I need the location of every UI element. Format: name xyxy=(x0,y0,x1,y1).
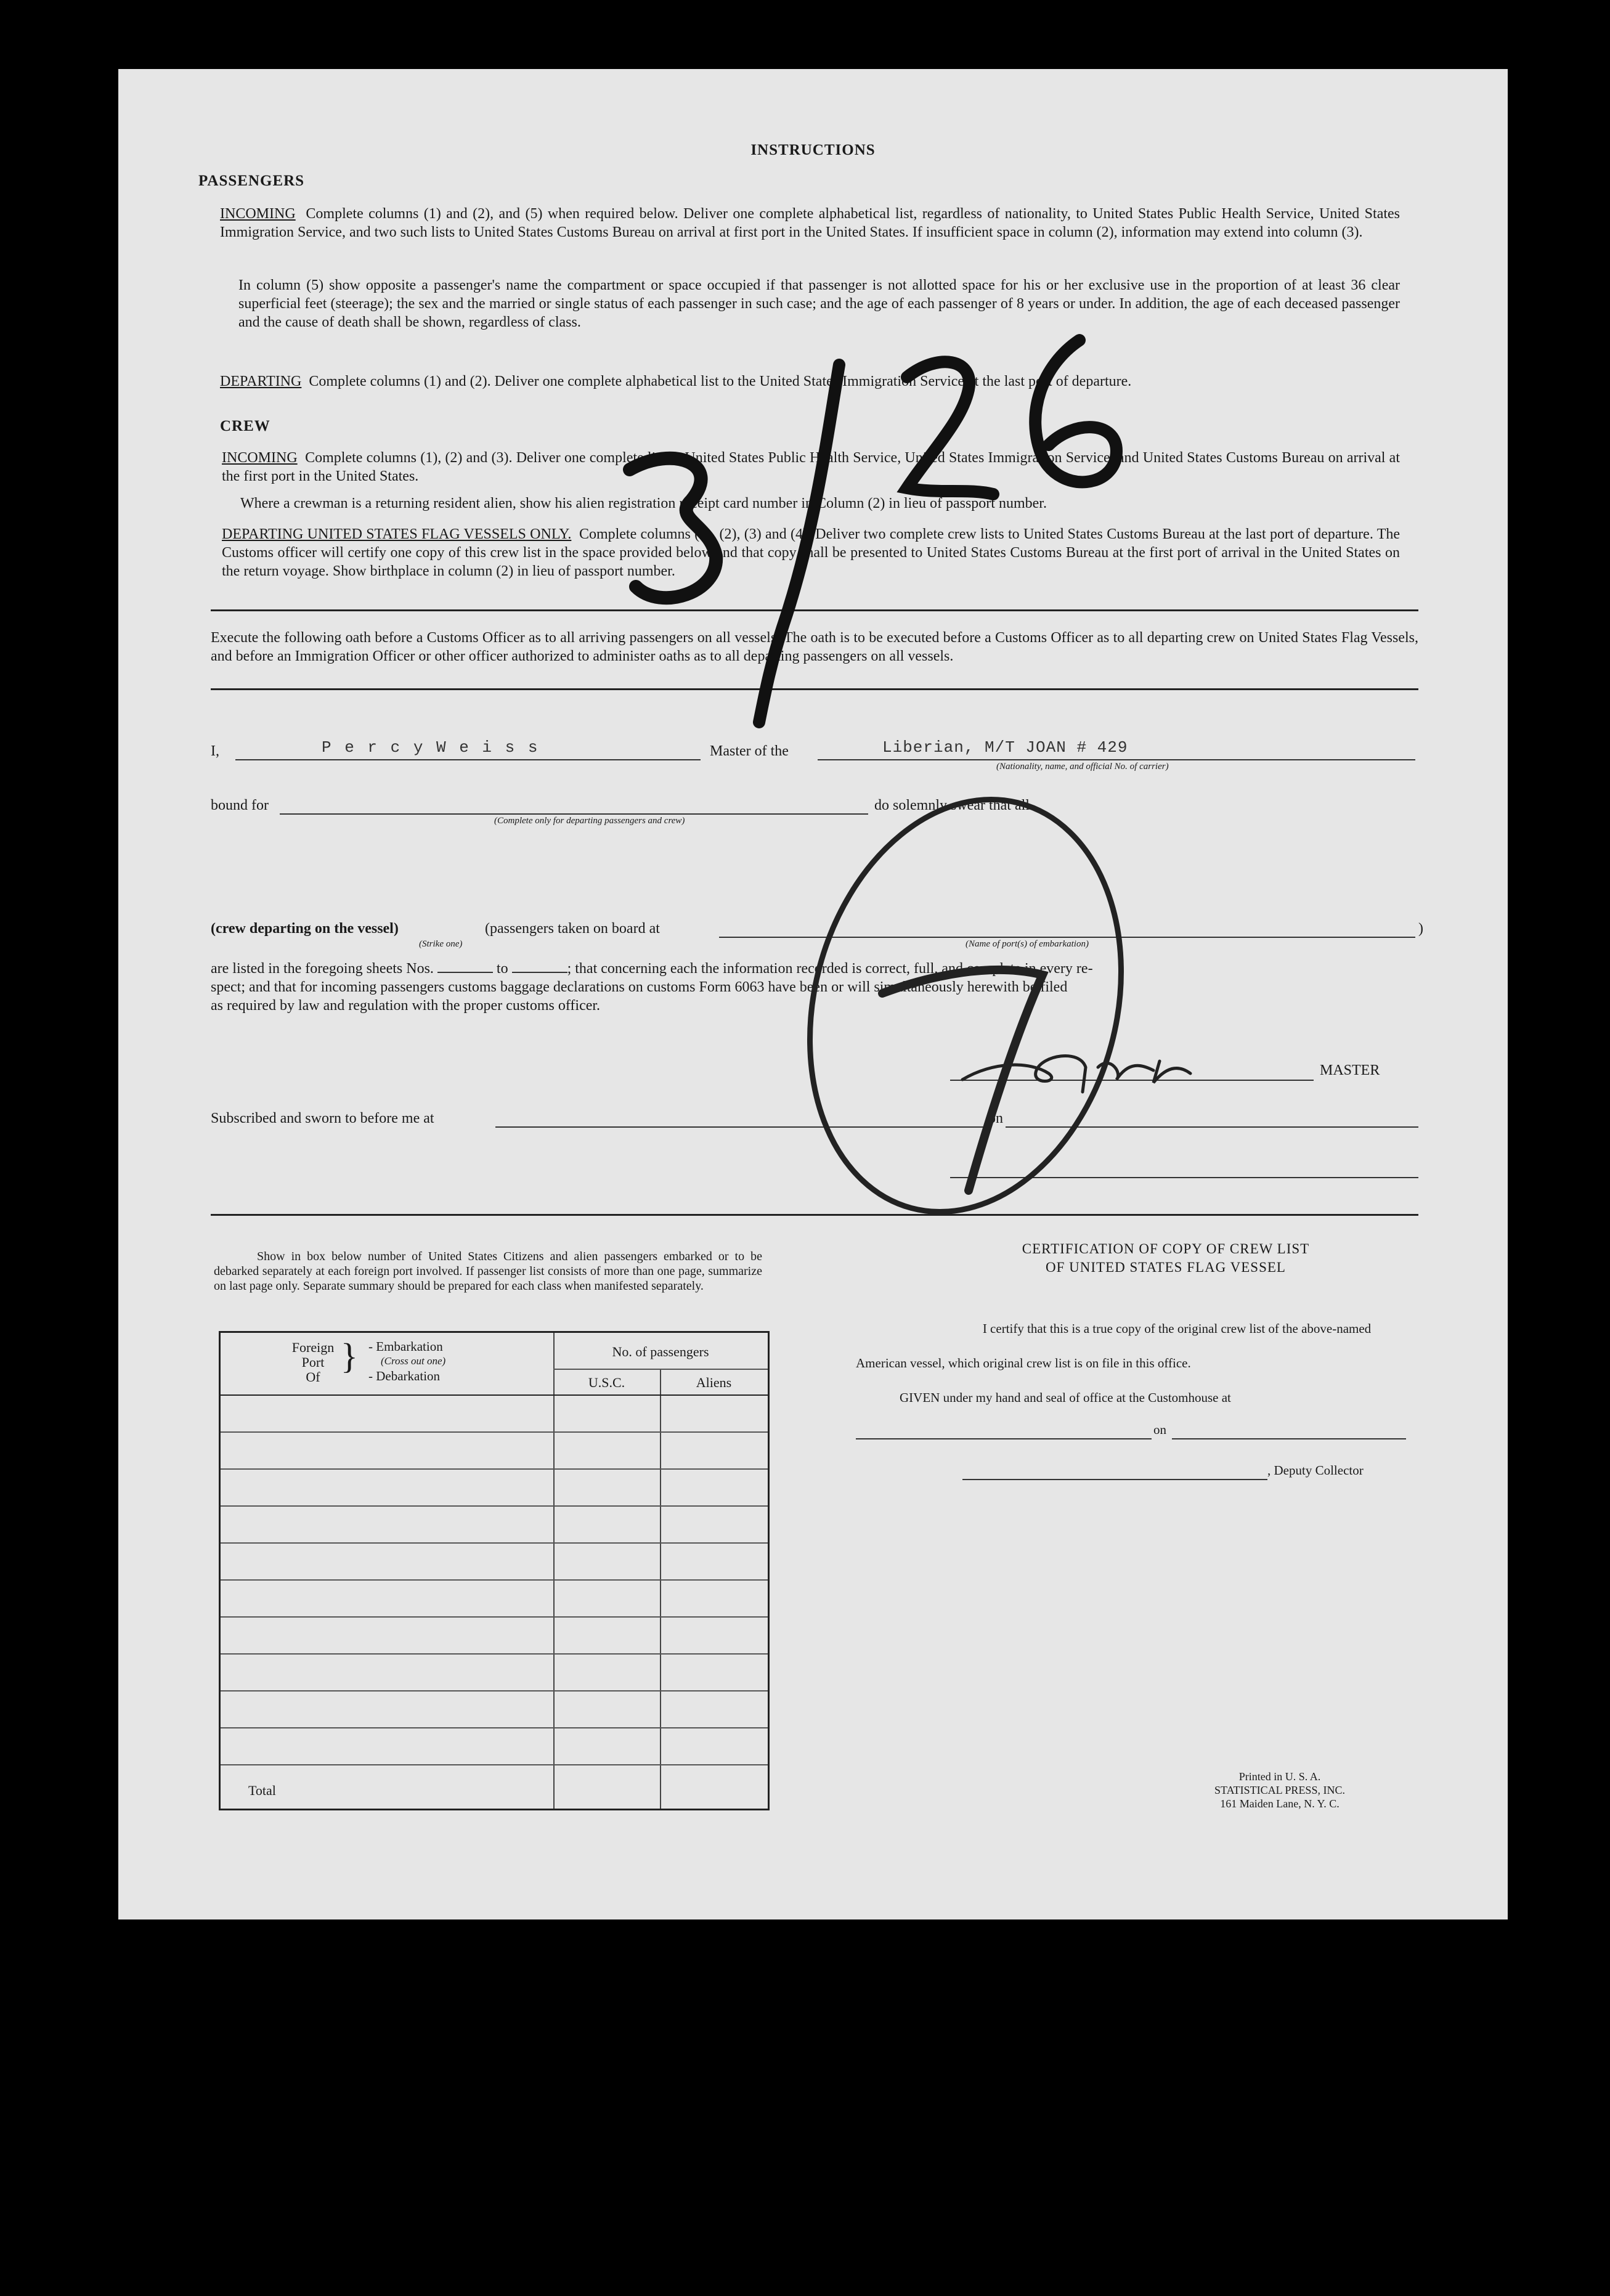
printer-line-2: STATISTICAL PRESS, INC. xyxy=(1214,1784,1345,1796)
listed-text-b: ; that concerning each the information recorded is correct, full, and complete in every re- xyxy=(567,961,1093,977)
vessel-value: Liberian, M/T JOAN # 429 xyxy=(882,738,1128,757)
crew-resident-paragraph: Where a crewman is a returning resident alien, show his alien registration receipt card number in Column (2) in lieu of passport number. xyxy=(240,495,1047,511)
crew-incoming-label: INCOMING xyxy=(222,450,298,466)
printer-line-1: Printed in U. S. A. xyxy=(1238,1770,1321,1783)
vessel-caption: (Nationality, name, and official No. of carrier) xyxy=(996,762,1169,771)
cross-out-label: (Cross out one) xyxy=(381,1355,446,1367)
of-label: Of xyxy=(306,1369,320,1385)
form-page xyxy=(118,69,1508,1919)
certification-text-1: I certify that this is a true copy of the original crew list of the above-named xyxy=(982,1321,1372,1336)
summary-instructions: Show in box below number of United States Citizens and alien passengers embarked or to be debarked separately at each foreign port involved. If passenger list consists of more than one page, summarize on last page only. Separate summary should be prepared for each class when manifested separately. xyxy=(214,1250,762,1293)
swear-label: do solemnly swear that all xyxy=(874,797,1030,813)
port-caption: (Name of port(s) of embarkation) xyxy=(966,939,1089,949)
aliens-header: Aliens xyxy=(696,1375,732,1390)
crew-incoming-text: Complete columns (1), (2) and (3). Deliver one complete list to United States Public Health Service, United States Immigration Service, and United States Customs Bureau on arrival at the first port in the United States. xyxy=(222,450,1401,484)
usc-header: U.S.C. xyxy=(588,1375,625,1390)
passengers-taken-option: (passengers taken on board at xyxy=(485,921,660,937)
oath-i-label: I, xyxy=(211,743,219,759)
printer-line-3: 161 Maiden Lane, N. Y. C. xyxy=(1220,1797,1340,1810)
subscribed-on-label: on xyxy=(988,1110,1003,1126)
passengers-departing-text: Complete columns (1) and (2). Deliver one complete alphabetical list to the United States Immigration Service at the last port of departure. xyxy=(309,373,1132,389)
passengers-incoming-text: Complete columns (1) and (2), and (5) when required below. Deliver one complete alphabetical list, regardless of nationality, to United States Public Health Service, United States Immigration Service, and two such lists to United States Customs Bureau on arrival at first port in the United States. If insufficient space in column (2), information may extend into column (3). xyxy=(220,206,1401,240)
deputy-collector-label: , Deputy Collector xyxy=(1267,1463,1364,1478)
foreign-label: Foreign xyxy=(291,1340,335,1355)
listed-text-c: spect; and that for incoming passengers customs baggage declarations on customs Form 6063 have been or will simultaneously herewith be filed xyxy=(211,979,1068,995)
certification-given: GIVEN under my hand and seal of office at the Customhouse at xyxy=(900,1390,1231,1405)
master-of-label: Master of the xyxy=(710,743,789,759)
crew-heading: CREW xyxy=(220,418,270,434)
crew-departing-label: DEPARTING UNITED STATES FLAG VESSELS ONLY. xyxy=(222,526,572,542)
passengers-departing-label: DEPARTING xyxy=(220,373,302,389)
listed-text-d: as required by law and regulation with the proper customs officer. xyxy=(211,998,601,1014)
embarkation-label: - Embarkation xyxy=(368,1339,443,1354)
certification-title-line-2: OF UNITED STATES FLAG VESSEL xyxy=(1046,1260,1286,1275)
certification-text-2: American vessel, which original crew list is on file in this office. xyxy=(856,1356,1191,1370)
close-paren: ) xyxy=(1418,921,1423,937)
passengers-heading: PASSENGERS xyxy=(198,173,305,189)
certification-title-line-1: CERTIFICATION OF COPY OF CREW LIST xyxy=(1022,1241,1310,1256)
debarkation-label: - Debarkation xyxy=(368,1369,441,1383)
strike-caption: (Strike one) xyxy=(419,939,463,949)
certification-on-label: on xyxy=(1153,1422,1166,1437)
oath-instructions: Execute the following oath before a Customs Officer as to all arriving passengers on all vessels. The oath is to be executed before a Customs Officer as to all departing crew on United States Flag Vessels, and before an Immigration Officer or other officer authorized to administer oaths as to all departing passengers on all vessels. xyxy=(211,630,1418,664)
handwritten-annotation xyxy=(118,69,1508,1919)
total-label: Total xyxy=(248,1783,276,1798)
subscribed-label: Subscribed and sworn to before me at xyxy=(211,1110,434,1126)
bound-for-label: bound for xyxy=(211,797,269,813)
no-passengers-header: No. of passengers xyxy=(612,1344,709,1359)
master-label: MASTER xyxy=(1320,1062,1380,1078)
crew-departing-text: Complete columns (1), (2), (3) and (4). Deliver two complete crew lists to United States Customs Bureau at the last port of departure. The Customs officer will certify one copy of this crew list in the space provided below and that copy shall be presented to United States Customs Bureau at the first port of arrival in the United States on the return voyage. Show birthplace in column (2) in lieu of passport number. xyxy=(222,526,1401,579)
handwritten-text xyxy=(118,69,119,70)
brace-icon: } xyxy=(341,1336,358,1376)
listed-text-a: are listed in the foregoing sheets Nos. xyxy=(211,961,434,977)
passengers-column5-paragraph: In column (5) show opposite a passenger's name the compartment or space occupied if that passenger is not allotted space for his or her exclusive use in the proportion of at least 36 clear superficial feet (steerage); the sex and the married or single status of each passenger in such case; and the age of each passenger of 8 years or under. In addition, the age of each deceased passenger and the cause of death shall be shown, regardless of class. xyxy=(238,277,1400,330)
bound-for-caption: (Complete only for departing passengers and crew) xyxy=(494,816,685,826)
listed-text-to: to xyxy=(496,961,508,977)
instructions-title: INSTRUCTIONS xyxy=(750,142,876,158)
port-label: Port xyxy=(301,1354,325,1370)
master-name-value: P e r c y W e i s s xyxy=(322,738,540,757)
crew-departing-option: (crew departing on the vessel) xyxy=(211,921,399,937)
passengers-incoming-label: INCOMING xyxy=(220,206,296,222)
